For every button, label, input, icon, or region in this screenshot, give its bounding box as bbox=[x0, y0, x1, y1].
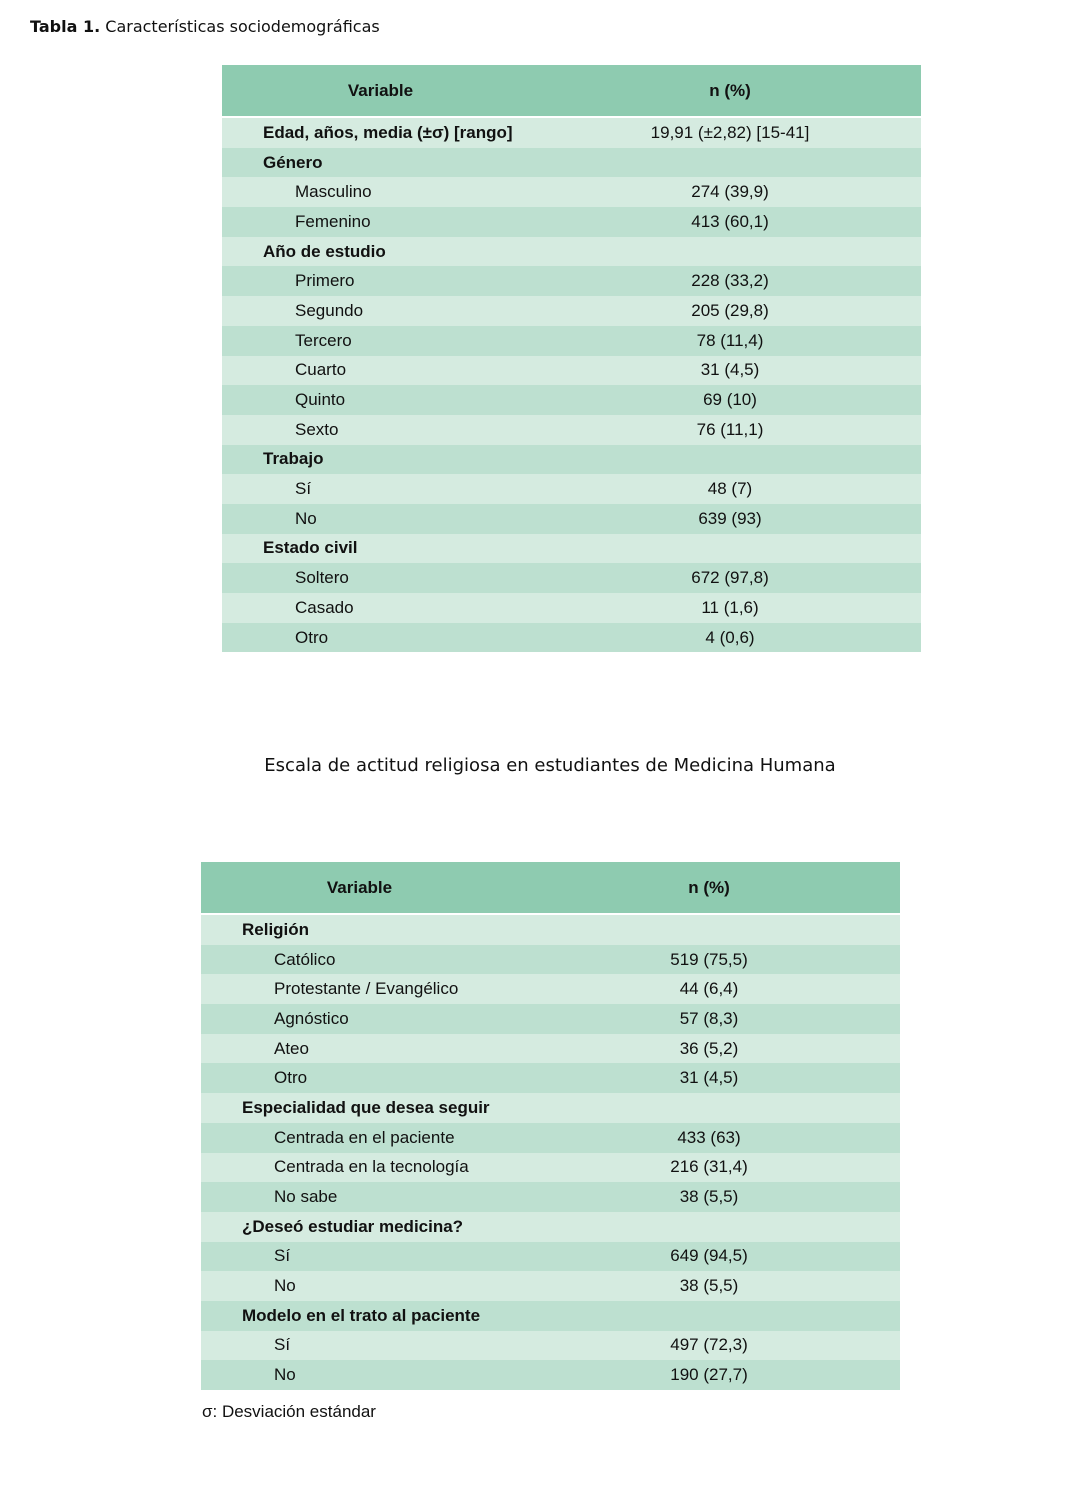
row-label: Sí bbox=[201, 1242, 518, 1272]
row-value: 433 (63) bbox=[518, 1123, 900, 1153]
row-label: Centrada en el paciente bbox=[201, 1123, 518, 1153]
row-label: Género bbox=[222, 148, 539, 178]
table-caption-text: Características sociodemográficas bbox=[105, 17, 380, 36]
table-row bbox=[201, 1153, 900, 1183]
table-row bbox=[222, 385, 921, 415]
row-label: Centrada en la tecnología bbox=[201, 1153, 518, 1183]
row-label: Sexto bbox=[222, 415, 539, 445]
row-label: Agnóstico bbox=[201, 1004, 518, 1034]
table-caption bbox=[30, 17, 380, 36]
row-value: 497 (72,3) bbox=[518, 1331, 900, 1361]
row-label: Sí bbox=[222, 474, 539, 504]
row-value: 519 (75,5) bbox=[518, 945, 900, 975]
row-value: 672 (97,8) bbox=[539, 563, 921, 593]
row-value: 69 (10) bbox=[539, 385, 921, 415]
table-group-row bbox=[201, 914, 900, 945]
row-value bbox=[539, 445, 921, 475]
row-value: 649 (94,5) bbox=[518, 1242, 900, 1272]
row-label: Quinto bbox=[222, 385, 539, 415]
row-label: Cuarto bbox=[222, 356, 539, 386]
row-value: 216 (31,4) bbox=[518, 1153, 900, 1183]
row-label: Ateo bbox=[201, 1034, 518, 1064]
table-group-row bbox=[222, 117, 921, 148]
row-value bbox=[518, 1093, 900, 1123]
table-row bbox=[222, 266, 921, 296]
row-label: Religión bbox=[201, 914, 518, 945]
table-group-row bbox=[201, 1212, 900, 1242]
table-row bbox=[222, 415, 921, 445]
table-row bbox=[201, 1331, 900, 1361]
row-value bbox=[518, 1212, 900, 1242]
row-label: No bbox=[201, 1360, 518, 1390]
row-value bbox=[518, 914, 900, 945]
section-subtitle: Escala de actitud religiosa en estudiantes de Medicina Humana bbox=[264, 755, 836, 776]
row-value: 274 (39,9) bbox=[539, 177, 921, 207]
table-group-row bbox=[222, 237, 921, 267]
row-value bbox=[539, 534, 921, 564]
row-label: Masculino bbox=[222, 177, 539, 207]
row-label: Católico bbox=[201, 945, 518, 975]
row-value bbox=[539, 237, 921, 267]
row-label: No bbox=[201, 1271, 518, 1301]
table-row bbox=[201, 974, 900, 1004]
column-header-variable: Variable bbox=[201, 862, 518, 914]
column-header-variable: Variable bbox=[222, 65, 539, 117]
row-value: 19,91 (±2,82) [15-41] bbox=[539, 117, 921, 148]
table-row bbox=[222, 504, 921, 534]
row-value: 57 (8,3) bbox=[518, 1004, 900, 1034]
table-row bbox=[222, 563, 921, 593]
row-label: Soltero bbox=[222, 563, 539, 593]
table-row bbox=[222, 207, 921, 237]
row-label: Primero bbox=[222, 266, 539, 296]
table-group-row bbox=[201, 1093, 900, 1123]
table-row bbox=[222, 623, 921, 653]
table-row bbox=[222, 474, 921, 504]
column-header-n-percent: n (%) bbox=[518, 862, 900, 914]
table-group-row bbox=[222, 148, 921, 178]
row-label: No bbox=[222, 504, 539, 534]
row-label: Tercero bbox=[222, 326, 539, 356]
table-header-row bbox=[222, 65, 921, 117]
row-value: 38 (5,5) bbox=[518, 1271, 900, 1301]
row-label: Trabajo bbox=[222, 445, 539, 475]
row-label: Protestante / Evangélico bbox=[201, 974, 518, 1004]
row-value: 38 (5,5) bbox=[518, 1182, 900, 1212]
row-label: Otro bbox=[201, 1063, 518, 1093]
row-value bbox=[539, 148, 921, 178]
table-group-row bbox=[222, 534, 921, 564]
row-label: Año de estudio bbox=[222, 237, 539, 267]
table-row bbox=[201, 1242, 900, 1272]
row-label: Femenino bbox=[222, 207, 539, 237]
row-value: 48 (7) bbox=[539, 474, 921, 504]
row-value: 11 (1,6) bbox=[539, 593, 921, 623]
table-row bbox=[222, 326, 921, 356]
sociodemographic-table bbox=[222, 65, 921, 652]
row-value: 36 (5,2) bbox=[518, 1034, 900, 1064]
column-header-n-percent: n (%) bbox=[539, 65, 921, 117]
row-label: Modelo en el trato al paciente bbox=[201, 1301, 518, 1331]
row-value: 31 (4,5) bbox=[518, 1063, 900, 1093]
row-value: 78 (11,4) bbox=[539, 326, 921, 356]
row-label: Sí bbox=[201, 1331, 518, 1361]
row-label: Estado civil bbox=[222, 534, 539, 564]
row-label: Casado bbox=[222, 593, 539, 623]
row-value: 205 (29,8) bbox=[539, 296, 921, 326]
table-row bbox=[201, 1034, 900, 1064]
religious-attitude-table bbox=[201, 862, 900, 1390]
row-label: Especialidad que desea seguir bbox=[201, 1093, 518, 1123]
table-row bbox=[201, 1271, 900, 1301]
table-row bbox=[201, 1123, 900, 1153]
row-value: 31 (4,5) bbox=[539, 356, 921, 386]
row-value: 76 (11,1) bbox=[539, 415, 921, 445]
table-row bbox=[222, 296, 921, 326]
table-group-row bbox=[222, 445, 921, 475]
table-row bbox=[222, 356, 921, 386]
row-value: 639 (93) bbox=[539, 504, 921, 534]
table-row bbox=[222, 593, 921, 623]
row-value: 190 (27,7) bbox=[518, 1360, 900, 1390]
table-header-row bbox=[201, 862, 900, 914]
row-label: Otro bbox=[222, 623, 539, 653]
table-row bbox=[201, 1063, 900, 1093]
table-row bbox=[201, 1182, 900, 1212]
row-value: 4 (0,6) bbox=[539, 623, 921, 653]
table-footnote: σ: Desviación estándar bbox=[202, 1402, 376, 1421]
row-label: ¿Deseó estudiar medicina? bbox=[201, 1212, 518, 1242]
row-value: 228 (33,2) bbox=[539, 266, 921, 296]
row-label: No sabe bbox=[201, 1182, 518, 1212]
row-value: 413 (60,1) bbox=[539, 207, 921, 237]
table-row bbox=[222, 177, 921, 207]
table-caption-label: Tabla 1. bbox=[30, 17, 101, 36]
table-group-row bbox=[201, 1301, 900, 1331]
table-row bbox=[201, 1004, 900, 1034]
row-label: Edad, años, media (±σ) [rango] bbox=[222, 117, 539, 148]
table-row bbox=[201, 1360, 900, 1390]
table-row bbox=[201, 945, 900, 975]
row-label: Segundo bbox=[222, 296, 539, 326]
row-value: 44 (6,4) bbox=[518, 974, 900, 1004]
row-value bbox=[518, 1301, 900, 1331]
